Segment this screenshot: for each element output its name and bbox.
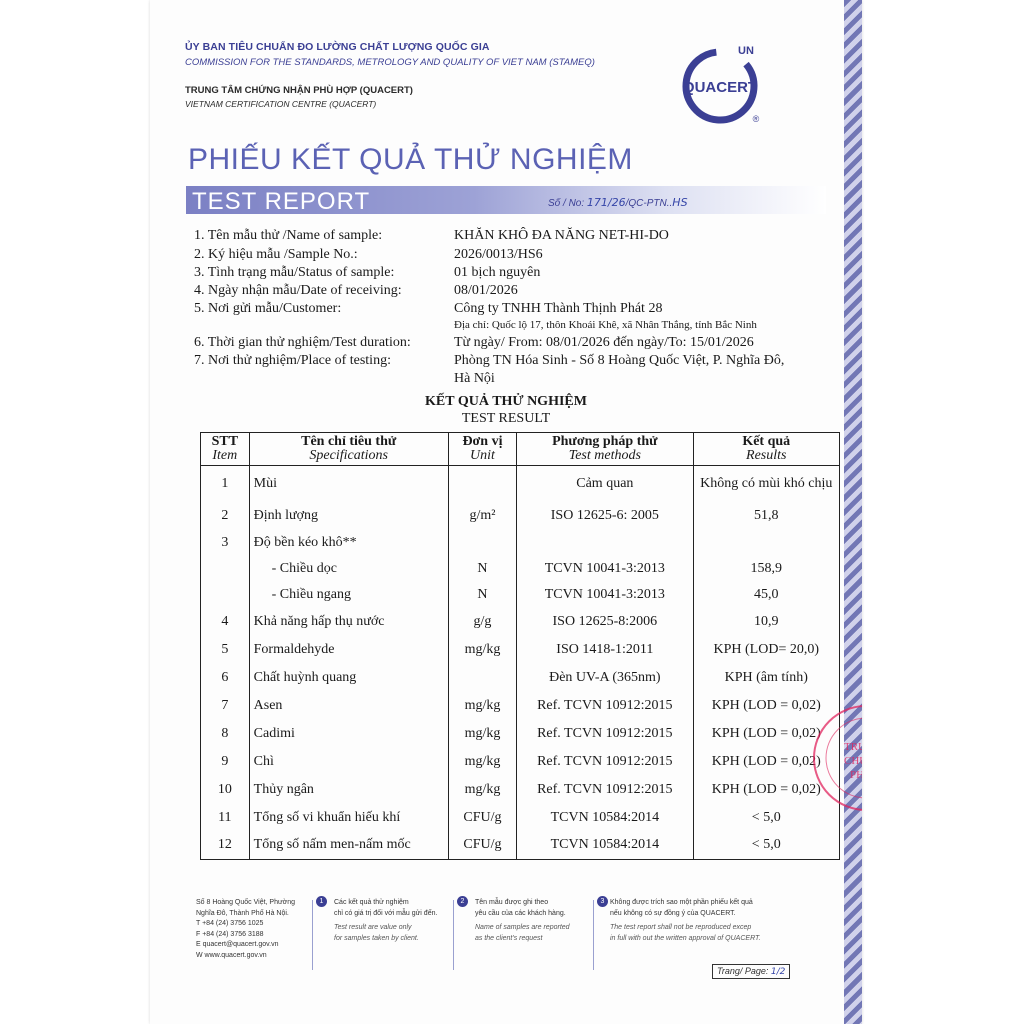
cell-stt: 8	[201, 720, 250, 748]
cell-stt: 9	[201, 748, 250, 776]
cell-spec: Thủy ngân	[249, 776, 448, 804]
cell-unit: mg/kg	[448, 636, 516, 664]
table-row	[201, 466, 840, 502]
cell-spec: Formaldehyde	[249, 636, 448, 664]
cell-unit: mg/kg	[448, 692, 516, 720]
table-row	[201, 692, 840, 720]
table-row	[201, 776, 840, 804]
result-title-en: TEST RESULT	[461, 411, 551, 426]
cell-stt	[201, 582, 250, 608]
footer-divider-1	[312, 900, 313, 970]
header-result: Kết quả Results	[693, 433, 840, 466]
page-label: Trang/ Page:	[717, 966, 769, 976]
cell-unit: N	[448, 582, 516, 608]
table-row	[201, 608, 840, 636]
cell-stt: 12	[201, 832, 250, 860]
table-row	[201, 664, 840, 692]
footer-note-2-number: 2	[457, 896, 468, 907]
cell-result: KPH (LOD = 0,02)	[693, 748, 840, 776]
red-stamp	[804, 700, 894, 820]
report-title-vi: PHIẾU KẾT QUẢ THỬ NGHIỆM	[188, 143, 633, 176]
cell-spec: Cadimi	[249, 720, 448, 748]
cell-stt: 7	[201, 692, 250, 720]
cell-method: TCVN 10584:2014	[517, 804, 693, 832]
cell-spec: Độ bền kéo khô**	[249, 530, 448, 556]
cell-result: Không có mùi khó chịu	[693, 466, 840, 502]
info-value-sample-no: 2026/0013/HS6	[454, 247, 543, 262]
cell-method: TCVN 10584:2014	[517, 832, 693, 860]
footer-note-2: Tên mẫu được ghi theo yêu cầu của các khách hàng. Name of samples are reported as the client's request	[475, 899, 570, 942]
cell-result: 45,0	[693, 582, 840, 608]
cell-method: Cảm quan	[517, 466, 693, 502]
cell-method: ISO 12625-8:2006	[517, 608, 693, 636]
cell-method: TCVN 10041-3:2013	[517, 582, 693, 608]
header-spec: Tên chỉ tiêu thử Specifications	[249, 433, 448, 466]
table-row	[201, 636, 840, 664]
cell-result: 10,9	[693, 608, 840, 636]
cell-unit: mg/kg	[448, 720, 516, 748]
cell-stt: 5	[201, 636, 250, 664]
cell-result	[693, 530, 840, 556]
info-label-sample-no: 2. Ký hiệu mẫu /Sample No.:	[194, 247, 358, 262]
result-title-vi: KẾT QUẢ THỬ NGHIỆM	[425, 394, 587, 409]
header-unit: Đơn vị Unit	[448, 433, 516, 466]
cell-spec: Asen	[249, 692, 448, 720]
footer-address-2: Nghĩa Đô, Thành Phố Hà Nội.	[196, 909, 289, 917]
quacert-logo	[680, 40, 766, 126]
cell-unit: g/g	[448, 608, 516, 636]
footer-divider-2	[453, 900, 454, 970]
cell-spec: Khả năng hấp thụ nước	[249, 608, 448, 636]
logo-un-text: UN	[738, 45, 754, 57]
footer-contact	[196, 898, 295, 961]
cell-unit: CFU/g	[448, 804, 516, 832]
page-value: 1/2	[770, 967, 786, 977]
cell-spec: - Chiều ngang	[249, 582, 448, 608]
cell-unit: g/m²	[448, 502, 516, 530]
cell-stt: 6	[201, 664, 250, 692]
cell-unit	[448, 530, 516, 556]
report-number-suffix: /QC-PTN	[625, 198, 667, 209]
org-name-en: COMMISSION FOR THE STANDARDS, METROLOGY AND QUALITY OF VIET NAM (STAMEQ)	[185, 57, 595, 68]
cell-unit: mg/kg	[448, 776, 516, 804]
info-value-receiving-date: 08/01/2026	[454, 283, 518, 298]
cell-method: TCVN 10041-3:2013	[517, 556, 693, 582]
cell-method: ISO 1418-1:2011	[517, 636, 693, 664]
footer-note-1-number: 1	[316, 896, 327, 907]
table-row	[201, 832, 840, 860]
footer-email: E quacert@quacert.gov.vn	[196, 941, 279, 948]
customer-address: Địa chỉ: Quốc lộ 17, thôn Khoái Khê, xã Nhân Thắng, tỉnh Bắc Ninh	[454, 319, 757, 331]
report-number-value: 171/26	[586, 196, 626, 209]
logo-registered: ®	[752, 114, 760, 124]
footer-tel: T +84 (24) 3756 1025	[196, 920, 264, 927]
cell-stt: 4	[201, 608, 250, 636]
test-report-document	[150, 0, 894, 1024]
stamp-line-1: TRUNG T	[844, 741, 892, 753]
footer-note-3: Không được trích sao một phần phiếu kết quả nếu không có sự đồng ý của QUACERT. The test report shall not be reproduced excep in full with out the written approval of QUACERT.	[610, 899, 761, 942]
table-row	[201, 556, 840, 582]
results-table	[200, 432, 840, 860]
logo-text: QUACERT	[682, 79, 758, 96]
report-title-en: TEST REPORT	[192, 188, 371, 215]
footer-note-1: Các kết quả thử nghiệm chỉ có giá trị đối với mẫu gửi đến. Test result are value only for samples taken by client.	[334, 899, 438, 942]
results-body	[201, 466, 840, 860]
info-label-receiving-date: 4. Ngày nhận mẫu/Date of receiving:	[194, 283, 402, 298]
info-label-customer: 5. Nơi gửi mẫu/Customer:	[194, 301, 342, 316]
cell-unit: CFU/g	[448, 832, 516, 860]
cell-method: Ref. TCVN 10912:2015	[517, 692, 693, 720]
cell-stt: 10	[201, 776, 250, 804]
footer-fax: F +84 (24) 3756 3188	[196, 930, 264, 938]
cell-spec: Định lượng	[249, 502, 448, 530]
footer-note-3-number: 3	[597, 896, 608, 907]
info-value-place: Phòng TN Hóa Sinh - Số 8 Hoàng Quốc Việt, P. Nghĩa Đô,	[454, 353, 785, 368]
stamp-line-2: CHỨNG N	[844, 755, 894, 767]
cell-unit	[448, 664, 516, 692]
info-value-duration: Từ ngày/ From: 08/01/2026 đến ngày/To: 15/01/2026	[454, 335, 754, 350]
org-name-vi: ỦY BAN TIÊU CHUẨN ĐO LƯỜNG CHẤT LƯỢNG QUỐC GIA	[185, 41, 490, 53]
footer-divider-3	[593, 900, 594, 970]
footer-address-1: Số 8 Hoàng Quốc Việt, Phường	[196, 899, 296, 906]
centre-name-en: VIETNAM CERTIFICATION CENTRE (QUACERT)	[185, 99, 377, 109]
info-value-customer: Công ty TNHH Thành Thịnh Phát 28	[454, 301, 663, 316]
cell-method: Đèn UV-A (365nm)	[517, 664, 693, 692]
cell-result: KPH (LOD = 0,02)	[693, 720, 840, 748]
cell-spec: - Chiều dọc	[249, 556, 448, 582]
cell-stt: 2	[201, 502, 250, 530]
cell-spec: Tổng số vi khuẩn hiếu khí	[249, 804, 448, 832]
report-number-label: Số / No:	[548, 198, 585, 209]
cell-result: < 5,0	[693, 832, 840, 860]
cell-method: Ref. TCVN 10912:2015	[517, 720, 693, 748]
cell-stt: 1	[201, 466, 250, 502]
cell-method: ISO 12625-6: 2005	[517, 502, 693, 530]
cell-result: KPH (LOD= 20,0)	[693, 636, 840, 664]
cell-stt	[201, 556, 250, 582]
cell-method: Ref. TCVN 10912:2015	[517, 776, 693, 804]
table-row	[201, 804, 840, 832]
cell-unit: mg/kg	[448, 748, 516, 776]
cell-result: 158,9	[693, 556, 840, 582]
cell-result: KPH (âm tính)	[693, 664, 840, 692]
table-row	[201, 720, 840, 748]
info-value-status: 01 bịch nguyên	[454, 265, 541, 280]
info-label-place: 7. Nơi thử nghiệm/Place of testing:	[194, 353, 391, 368]
cell-spec: Chì	[249, 748, 448, 776]
info-label-status: 3. Tình trạng mẫu/Status of sample:	[194, 265, 395, 280]
cell-spec: Chất huỳnh quang	[249, 664, 448, 692]
header-method: Phương pháp thử Test methods	[517, 433, 693, 466]
cell-spec: Tổng số nấm men-nấm mốc	[249, 832, 448, 860]
table-row	[201, 530, 840, 556]
cell-unit: N	[448, 556, 516, 582]
page-number	[712, 964, 790, 979]
table-row	[201, 748, 840, 776]
table-row	[201, 582, 840, 608]
info-value-sample-name: KHĂN KHÔ ĐA NĂNG NET-HI-DO	[454, 228, 669, 243]
cell-method: Ref. TCVN 10912:2015	[517, 748, 693, 776]
footer-web: W www.quacert.gov.vn	[196, 951, 267, 959]
cell-unit	[448, 466, 516, 502]
table-row	[201, 502, 840, 530]
cell-spec: Mùi	[249, 466, 448, 502]
header-stt: STT Item	[201, 433, 250, 466]
cell-method	[517, 530, 693, 556]
report-number: Số / No: 171/26/QC-PTN..HS	[548, 196, 688, 209]
cell-result: KPH (LOD = 0,02)	[693, 692, 840, 720]
centre-name-vi: TRUNG TÂM CHỨNG NHẬN PHÙ HỢP (QUACERT)	[185, 85, 413, 96]
info-label-sample-name: 1. Tên mẫu thử /Name of sample:	[194, 228, 383, 243]
info-value-place-line2: Hà Nội	[454, 371, 495, 386]
cell-result: 51,8	[693, 502, 840, 530]
cell-result: < 5,0	[693, 804, 840, 832]
report-number-hand: HS	[672, 196, 688, 209]
info-label-duration: 6. Thời gian thử nghiệm/Test duration:	[194, 335, 411, 350]
cell-stt: 11	[201, 804, 250, 832]
stamp-line-3: PHÙ H	[850, 769, 883, 781]
table-header-row	[201, 433, 840, 466]
cell-result: KPH (LOD = 0,02)	[693, 776, 840, 804]
cell-stt: 3	[201, 530, 250, 556]
